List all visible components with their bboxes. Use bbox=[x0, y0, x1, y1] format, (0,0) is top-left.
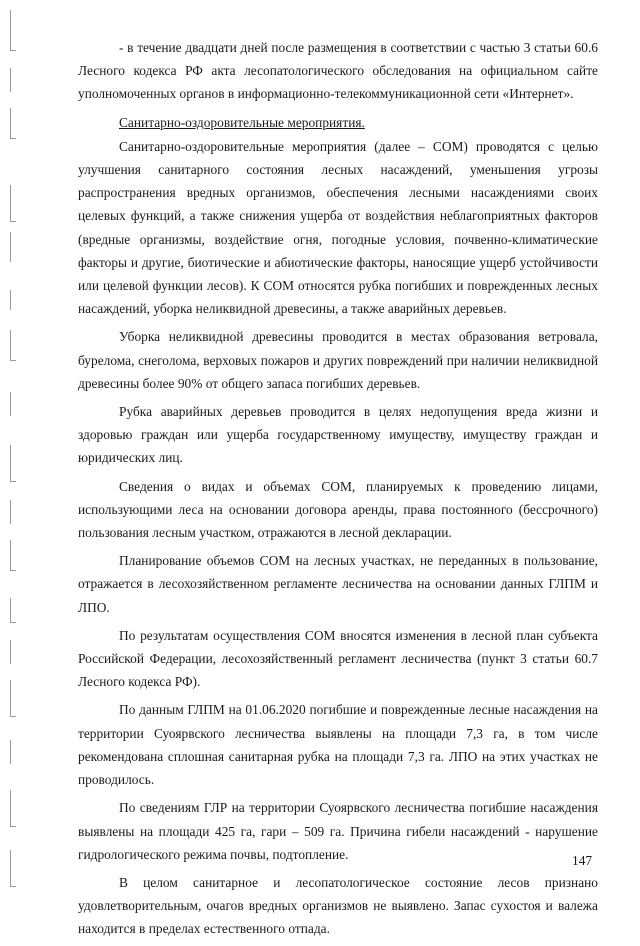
paragraph-results: По результатам осуществления СОМ вносятся изменения в лесной план субъекта Российской Федерации, лесохозяйственный регламент лесничества (пункт 3 статьи 60.7 Лесного кодекса РФ). bbox=[78, 627, 598, 690]
paragraph-declaration: Сведения о видах и объемах СОМ, планируемых к проведению лицами, использующими леса на основании договора аренды, права постоянного (бессрочного) пользования лесным участком, отражаются в лесной декларации. bbox=[78, 478, 598, 541]
section-heading: Санитарно-оздоровительные мероприятия. bbox=[119, 114, 365, 130]
paragraph-planning: Планирование объемов СОМ на лесных участках, не переданных в пользование, отражается в лесохозяйственном регламенте лесничества на основании данных ГЛПМ и ЛПО. bbox=[78, 553, 598, 615]
binding-edge-marks bbox=[0, 0, 30, 905]
paragraph-glr-data: По сведениям ГЛР на территории Суоярвского лесничества погибшие насаждения выявлены на площади 425 га, гари – 509 га. Причина гибели насаждений - нарушение гидрологического режима почвы, подтопление. bbox=[78, 800, 598, 862]
page-number: 147 bbox=[572, 853, 593, 868]
paragraph-hazard-trees: Рубка аварийных деревьев проводится в целях недопущения вреда жизни и здоровью граждан или ущерба государственному имуществу, имуществу граждан и юридических лиц. bbox=[78, 404, 598, 466]
paragraph-deadline: - в течение двадцати дней после размещения в соответствии с частью 3 статьи 60.6 Лесного кодекса РФ акта лесопатологического обследования на официальном сайте уполномоченных органов в информационно-телекоммуникационной сети «Интернет». bbox=[78, 40, 598, 102]
paragraph-cleanup: Уборка неликвидной древесины проводится в местах образования ветровала, бурелома, снеголома, верховых пожаров и других повреждений при наличии неликвидной древесины более 90% от общего запаса погибших деревьев. bbox=[78, 329, 598, 391]
paragraph-som-definition: Санитарно-оздоровительные мероприятия (далее – СОМ) проводятся с целью улучшения санитарного состояния лесных насаждений, уменьшения угрозы распространения вредных организмов, обеспечения лесными насаждениями своих целевых функций, а также снижения ущерба от воздействия неблагоприятных факторов (вредные организмы, воздействие огня, погодные условия, почвенно-климатические факторы и другие, биотические и абиотические факторы, наносящие ущерб устойчивости или целевой функции лесов). К СОМ относятся рубка погибших и поврежденных лесных насаждений, уборка неликвидной древесины, а также аварийных деревьев. bbox=[78, 138, 598, 317]
paragraph-glpm-data: По данным ГЛПМ на 01.06.2020 погибшие и поврежденные лесные насаждения на территории Суоярвского лесничества выявлены на площади 7,3 га, в том числе рекомендована сплошная санитарная рубка на площади 7,3 га. ЛПО на этих участках не проводилось. bbox=[78, 702, 598, 788]
document-body bbox=[78, 36, 598, 946]
paragraph-conclusion: В целом санитарное и лесопатологическое состояние лесов признано удовлетворительным, очагов вредных организмов не выявлено. Запас сухостоя и валежа находится в пределах естественного отпада. bbox=[78, 874, 598, 937]
